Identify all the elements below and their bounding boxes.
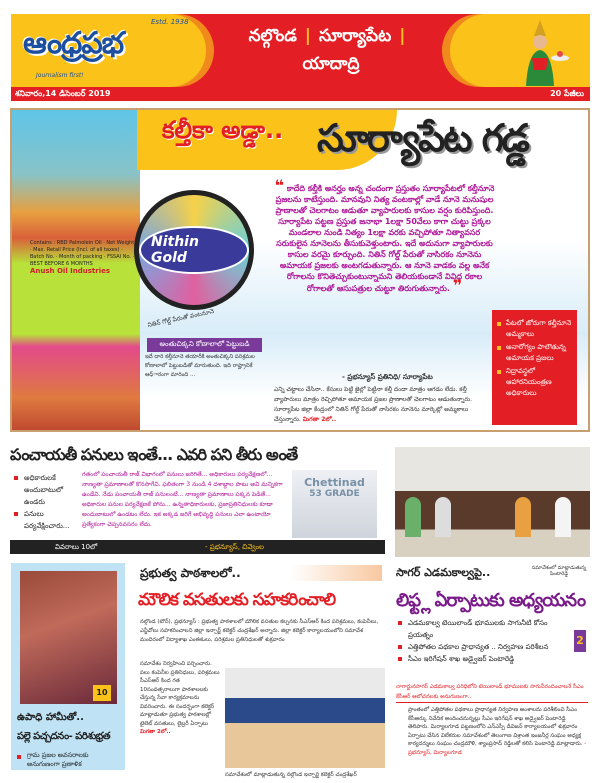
page-count: 20 పేజీలు xyxy=(550,89,584,98)
masthead xyxy=(11,14,590,87)
sagar-kicker: సాగర్ ఎడమకాల్వపై.. xyxy=(396,566,491,579)
cement-grade: 53 GRADE xyxy=(309,489,360,499)
sagar-headline[interactable]: లిఫ్ట్ల ఏర్పాటుకు అధ్యయనం xyxy=(396,590,586,611)
bottle-label xyxy=(30,240,135,276)
edition-names: నల్గొండ | సూర్యాపేట | యాదాద్రి xyxy=(248,26,406,74)
panchayat-body: గతంలో పంచాయతీ రాజ్ విభాగంలో పనులు జరిగితే... అధికారులు పర్యవేక్షణలో... నాణ్యతా ప్రమాణాలతో కొనసాగేవి. ఫలితంగా 3 నుండి 4 దశాబ్దాల పాటు అవి మన్నికగా ఉండేవి. నేడు పంచాయతీ రాజ్ పనులంటే... నాణ్యతా ప్రమాణాలు పక్కన పెడితే... అధికారుల పనుల పర్యవేక్షణకే పోను... ఉన్నతాధికారులకు, ప్రజాప్రతినిధులకు కూడా అందుబాటులో ఉండటం లేదు. ఇక అక్కడ జరిగే అభివృద్ధి పనులు ఎలా ఉంటాయో ప్రత్యేకంగా చెప్పనవసరం లేదు. xyxy=(82,471,283,528)
bullet-item: ఎడమకాల్వ టెయిలాండ్ భూములకు సాగునీటి కోసం ప్రయత్నం xyxy=(398,617,568,641)
bottle-label-text: Contains : RBD Palmolein Oil · Net Weight · Max. Retail Price (Incl. of all taxes) · Batch No. · Month of packing · FSSAI No. · BEST BEFORE 6 MONTHS xyxy=(30,240,135,267)
issue-date: శనివారం,14 డిసెంబర్ 2019 xyxy=(15,89,111,98)
nithin-gold-label-photo xyxy=(134,190,254,310)
collector-meeting-photo xyxy=(225,668,385,768)
lead-continued[interactable]: మిగతా 2లో.. xyxy=(302,416,337,423)
bottle-brand: Anush Oil Industries xyxy=(30,267,111,275)
lead-body-text: ఎన్ని చట్టాలు చేసినా.. కేసులు పెట్టి జైల్లో పెట్టినా కల్తీ దందా మాత్రం ఆగడం లేదు. కల్తీ వ్యాపారులు మాత్రం రెచ్చిపోతూ అమాయక ప్రజల ప్రాణాలతో చెలగాటం ఆడుతున్నారు. సూర్యాపేట జిల్లా కేంద్రంలో నితిన్ గోల్డ్ పేరుతో నాసిరకం నూనెను మార్కెట్లో అమ్మకాలు చేస్తున్నారు. xyxy=(274,386,473,423)
tagline: Journalism first! xyxy=(36,72,84,79)
panchayat-byline: - ప్రభన్యూస్, చివ్వెంల xyxy=(205,543,264,551)
quote-close-icon: ❞ xyxy=(452,276,463,295)
cement-brand: Chettinad xyxy=(304,476,365,489)
bullet-item: ఎత్తిపోతల పథకాల ప్రాధాన్యత .. నిర్వహణ పరిశీలన xyxy=(398,641,568,653)
bullet-item: అధికారులకే అందుబాటులో ఉండరు xyxy=(14,472,80,508)
edition-suryapet: సూర్యాపేట xyxy=(319,26,392,46)
schools-body: నల్గొండ (టౌన్), ప్రభన్యూస్ : ప్రభుత్వ పాఠశాలలో మౌలిక వసతుల కల్పనకు సీఎస్ఆర్ కింద పరిశ్రమలు, కంపెనీలు, ఎన్జీవోలు సహకరించాలని జిల్లా ఇన్చార్జ్ కలెక్టర్ చంద్రశేఖర్ అన్నారు. జిల్లా కలెక్టర్ కార్యాలయంలోని సమావేశ మందిరంలో విద్యాశాఖ ఎంఈఓలు, పరిశ్రమల ప్రతినిధులతో శుక్రవారం xyxy=(140,619,379,643)
meeting-photo-caption: సమావేశంలో మాట్లాడుతున్న పింటారెడ్డి xyxy=(531,565,587,577)
page-ref-badge: 2 xyxy=(574,630,586,652)
nithin-brand: Nithin Gold xyxy=(139,226,249,274)
highlight-item: పేటలో జోరుగా కల్తీనూనె అమ్మకాలు xyxy=(497,318,572,340)
schools-column xyxy=(140,660,220,737)
lead-headline-a: కల్తీకా అడ్డా.. xyxy=(162,116,284,144)
date-bar xyxy=(11,87,590,101)
lead-quote-text: కాదేది కల్తీకి అనర్హం అన్న చందంగా ప్రస్తుతం సూర్యాపేటలో కల్తీనూనె ప్రజలను కాటేస్తుంది. మానవుని నిత్య వంటకాల్లో వాడే నూనె మనుషుల ప్రాణాలతో చెలగాటం ఆడుతూ వ్యాపారులకు కాసుల వర్షం కురిపిస్తుంది. సూర్యాపేట పట్టణ ప్రస్తుత జనాభా 1లక్షా 50వేలు కాగా చుట్టు ప్రక్కల మండలాల నుండి నిత్యం 1లక్షా వరకు వచ్చిపోతూ నిత్యావసర సరుకులైన నూనెలను తీసుకువెళ్తుంటారు. ఇదే అదునుగా వ్యాపారులకు కాసుల వరమై కూర్చుంది. నితిన్ గోల్డ్ పేరుతో నాసిరకం నూనెను అమాయక ప్రజలకు అంటగడుతున్నారు. ఆ నూనె వాడకం వల్ల అనేక రోగాలను కొనితెచ్చుకుంటున్నామని తెలియకుండానే వివిధ రకాల రోగాలతో ఆసుపత్రుల చుట్టూ తిరుగుతున్నారు. xyxy=(275,184,495,293)
sagar-lead: నాగార్జునసాగర్ ఎడమకాల్వ పరిధిలోని టెయిలాండ్ భూములకు సాగునీరందించాలనే సీఎం కేసీఆర్ ఆలోచనలకు అనుగుణంగా.. xyxy=(396,682,588,703)
kicker-decoration xyxy=(290,565,382,581)
bullet-item: సీఎం ఇరిగేషన్ శాఖ అడ్వైజర్ పెంటారెడ్డి xyxy=(398,653,568,665)
photo-caption: సమావేశంలో మాట్లాడుతున్న నల్గొండ ఇన్చార్జి కలెక్టర్ చంద్రశేఖర్ xyxy=(225,772,357,778)
nithin-caption: నితిన్ గోల్డ్ పేరుతో వంటనూనె xyxy=(146,308,215,329)
lead-highlights xyxy=(492,310,577,425)
upadhi-title-1[interactable]: ఉపాధి హామీతో.. xyxy=(17,712,84,723)
schools-column-text: సమావేశం నిర్వహించి పర్చించారు. పలు కంపెనీల ప్రతినిధులు, పరిశ్రమలు సీఎస్ఆర్ కింద గత 10సంవత్సరాలుగా పాఠశాలలకు చేస్తున్న సేవా కార్యక్రమాలను వివరించారు. ఈ సందర్భంగా కలెక్టర్ మాట్లాడుతూ ప్రభుత్వ పాఠశాలల్లో టైలెట్ వసతులు, లైబ్రరీ ఏర్పాటు xyxy=(140,661,220,727)
sagar-bullets xyxy=(398,617,568,665)
schools-kicker: ప్రభుత్వ పాఠశాలలో.. xyxy=(140,566,241,580)
details-link[interactable]: వివరాలు 10లో xyxy=(55,543,98,551)
panchayat-footer-bar xyxy=(10,540,385,554)
lead-story xyxy=(10,108,590,432)
lead-body xyxy=(274,385,486,425)
cement-bag-photo xyxy=(292,470,377,538)
upadhi-bullet: గ్రామ ప్రజల అవసరాలకు అనుగుణంగా ప్రణాళిక xyxy=(17,751,122,769)
edition-yadadri: యాదాద్రి xyxy=(302,54,360,74)
established-year: Estd. 1938 xyxy=(151,18,189,26)
highlight-item: నిద్రావస్థలో ఆహారనియంత్రణ అధికారులు xyxy=(497,366,572,399)
lead-byline: - ప్రభన్యూస్ ప్రతినిధి/ సూర్యాపేట xyxy=(342,373,433,381)
sagar-body xyxy=(408,706,588,757)
bullet-item: పనులు పర్యవేక్షించారు... xyxy=(14,508,80,532)
lead-subhead: అంతుచిక్కని కోణాలాలో పెట్టుబడి xyxy=(147,338,262,352)
upadhi-box xyxy=(11,563,125,770)
schools-continued[interactable]: మిగతా 2లో.. xyxy=(140,729,171,735)
panchayat-headline[interactable]: పంచాయతీ పనులు ఇంతే... ఎవరి పని తీరు అంతే xyxy=(10,445,298,464)
goddess-illustration-icon xyxy=(510,18,570,86)
lead-sub-body: ఇదే దారి కల్తీనూనె తయారీకి అంతుచిక్కని పరిశ్రమల కోణాలాలో పెట్టుబడితో మారుతుంది. ఇది రాష్ట్రానికే ఆధ్ారంగా మారింది ... xyxy=(145,354,255,378)
upadhi-title-2[interactable]: పల్లె పచ్చదనం- పరిశుభ్రత xyxy=(17,731,111,742)
edition-nalgonda: నల్గొండ xyxy=(248,26,297,46)
lead-headline-b[interactable]: సూర్యాపేట గడ్డ xyxy=(317,116,528,160)
oil-bottle-photo xyxy=(12,110,140,430)
sagar-byline: - ప్రభన్యూస్, మిర్యాలగూడ xyxy=(408,741,587,756)
newspaper-logo[interactable]: ఆంధ్రప్రభ xyxy=(23,26,124,61)
quote-open-icon: ❝ xyxy=(274,176,285,195)
page-ref-badge: 10 xyxy=(93,685,111,701)
highlight-item: అనారోగ్యం పాలౌతున్న అమాయక ప్రజలు xyxy=(497,342,572,364)
panchayat-bullets xyxy=(14,472,80,532)
sagar-body-text: ప్రాంతంలో ఎత్తిపోతల పథకాలు ప్రాధాన్యత నిర్వహణ అంశాలను పరిశీలించి సీఎం కేసీఆర్కు నివేదిక అందించనున్నట్లు సీఎం ఇరిగేషన్ శాఖ అడ్వైజర్ పెంటారెడ్డి తెలిపారు. మిర్యాలగూడ పట్టణంలోని ఎన్ఎస్పీ డివిజన్ కార్యాలయంలో శుక్రవారం ఏర్పాటు చేసిన విలేకరుల సమావేశంలో తెలంగాణ విశ్రాంత ఇంజనీర్ల సంఘం అధ్యక్ష కార్యదర్శులు సంఘం చంద్రమౌళి, శ్యాంప్రసాద్ రెడ్డిలతో కలిసి పెంటారెడ్డి మాట్లాడారు. xyxy=(408,707,583,747)
schools-headline[interactable]: మౌలిక వసతులకు సహకరించాలి xyxy=(138,590,336,610)
meeting-photo xyxy=(395,447,590,557)
lead-quote xyxy=(272,176,497,295)
